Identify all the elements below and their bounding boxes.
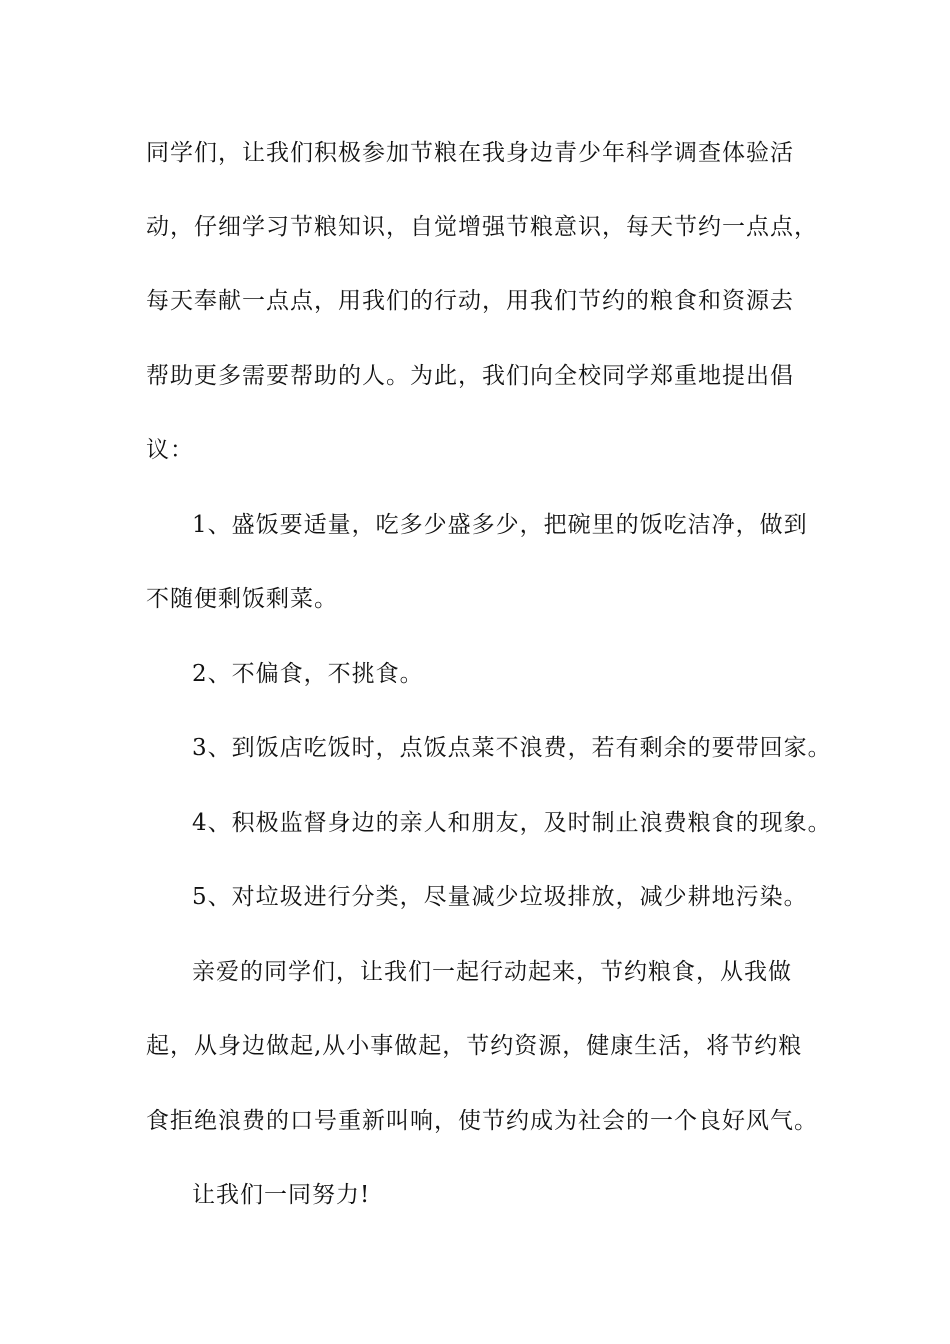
list-item-3: 3、到饭店吃饭时，点饭点菜不浪费，若有剩余的要带回家。 [192, 735, 832, 761]
paragraph-line: 帮助更多需要帮助的人。为此，我们向全校同学郑重地提出倡 [146, 363, 794, 389]
paragraph-line: 每天奉献一点点，用我们的行动，用我们节约的粮食和资源去 [146, 288, 794, 314]
list-item-1-line: 1、盛饭要适量，吃多少盛多少，把碗里的饭吃洁净，做到 [192, 512, 808, 538]
closing-paragraph-line: 起，从身边做起,从小事做起，节约资源，健康生活，将节约粮 [146, 1033, 803, 1059]
paragraph-line: 议： [146, 437, 194, 463]
closing-paragraph-line: 食拒绝浪费的口号重新叫响，使节约成为社会的一个良好风气。 [146, 1108, 818, 1134]
list-item-1-line: 不随便剩饭剩菜。 [146, 586, 338, 612]
final-line: 让我们一同努力! [192, 1182, 371, 1208]
list-item-2: 2、不偏食，不挑食。 [192, 661, 424, 687]
list-item-5: 5、对垃圾进行分类，尽量减少垃圾排放，减少耕地污染。 [192, 884, 808, 910]
list-item-4: 4、积极监督身边的亲人和朋友，及时制止浪费粮食的现象。 [192, 810, 832, 836]
closing-paragraph-line: 亲爱的同学们，让我们一起行动起来，节约粮食，从我做 [192, 959, 792, 985]
paragraph-line: 同学们，让我们积极参加节粮在我身边青少年科学调查体验活 [146, 140, 794, 166]
paragraph-line: 动，仔细学习节粮知识，自觉增强节粮意识，每天节约一点点， [146, 214, 818, 240]
